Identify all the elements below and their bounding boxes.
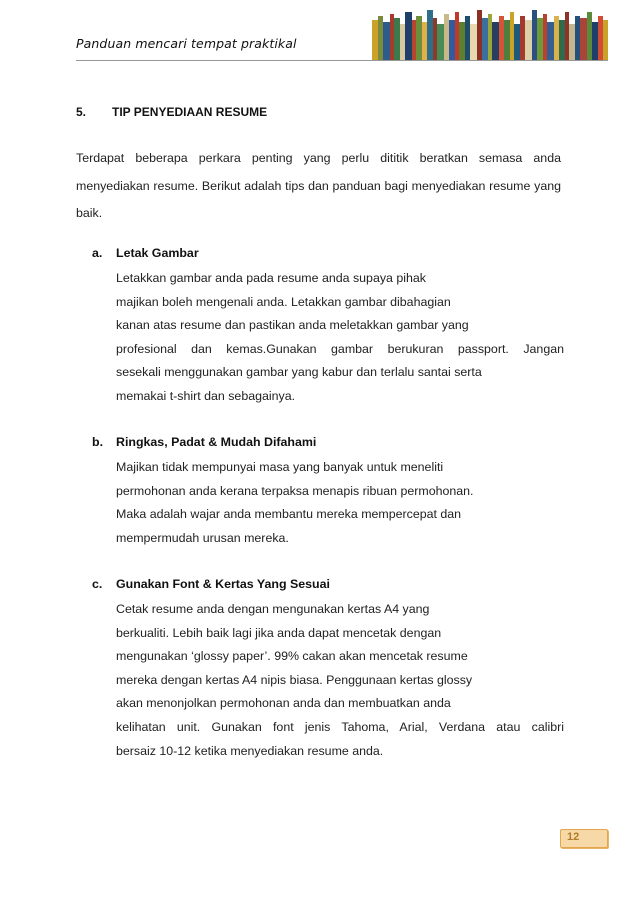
tip-body	[116, 456, 564, 550]
header-title: Panduan mencari tempat praktikal	[76, 36, 297, 51]
tip-line: permohonan anda kerana terpaksa menapis ribuan permohonan.	[116, 483, 474, 498]
tip-line: sesekali menggunakan gambar yang kabur dan terlalu santai serta	[116, 365, 482, 380]
section-title: TIP PENYEDIAAN RESUME	[112, 105, 268, 119]
tip-heading	[92, 243, 564, 267]
tip-line: Majikan tidak mempunyai masa yang banyak untuk meneliti	[116, 460, 444, 474]
tip-line: memakai t-shirt dan sebagainya.	[116, 388, 296, 403]
page-number-badge	[560, 829, 608, 848]
tip-letter: a.	[92, 246, 103, 260]
tip-item-b	[92, 432, 564, 550]
intro-paragraph: Terdapat beberapa perkara penting yang perlu dititik beratkan semasa anda menyediakan resume. Berikut adalah tips dan panduan bagi menyediakan resume yang baik.	[76, 151, 561, 220]
bookshelf-image	[372, 10, 608, 60]
tip-line: akan menonjolkan permohonan anda dan membuatkan anda	[116, 696, 451, 711]
tip-letter: b.	[92, 435, 104, 449]
tip-body	[116, 598, 564, 763]
header-divider	[76, 60, 608, 61]
tip-line: Letakkan gambar anda pada resume anda supaya pihak	[116, 271, 426, 285]
tip-title: Gunakan Font & Kertas Yang Sesuai	[116, 577, 330, 591]
tip-item-a	[92, 243, 564, 409]
tip-line: mempermudah urusan mereka.	[116, 530, 289, 545]
tip-body	[116, 267, 564, 409]
section-heading	[76, 105, 267, 119]
books-illustration	[372, 6, 608, 60]
section-number: 5.	[76, 105, 87, 119]
tip-line: mengunakan ‘glossy paper’. 99% cakan akan mencetak resume	[116, 649, 468, 664]
tip-line: Cetak resume anda dengan mengunakan kertas A4 yang	[116, 602, 430, 616]
tip-item-c	[92, 574, 564, 763]
tip-line: mereka dengan kertas A4 nipis biasa. Penggunaan kertas glossy	[116, 672, 473, 687]
tip-letter: c.	[92, 577, 103, 591]
tip-line: majikan boleh mengenali anda. Letakkan gambar dibahagian	[116, 294, 451, 309]
tip-line: berkualiti. Lebih baik lagi jika anda dapat mencetak dengan	[116, 625, 442, 640]
tip-line: profesional dan kemas.Gunakan gambar berukuran passport. Jangan	[116, 341, 564, 356]
tip-heading	[92, 432, 564, 456]
page-number: 12	[567, 831, 580, 843]
tip-heading	[92, 574, 564, 598]
tip-line: bersaiz 10-12 ketika menyediakan resume anda.	[116, 743, 384, 758]
tip-line: kanan atas resume dan pastikan anda meletakkan gambar yang	[116, 318, 469, 333]
tip-title: Ringkas, Padat & Mudah Difahami	[116, 435, 317, 449]
tip-title: Letak Gambar	[116, 246, 199, 260]
tip-line: kelihatan unit. Gunakan font jenis Tahoma, Arial, Verdana atau calibri	[116, 719, 564, 734]
tip-line: Maka adalah wajar anda membantu mereka mempercepat dan	[116, 507, 462, 522]
